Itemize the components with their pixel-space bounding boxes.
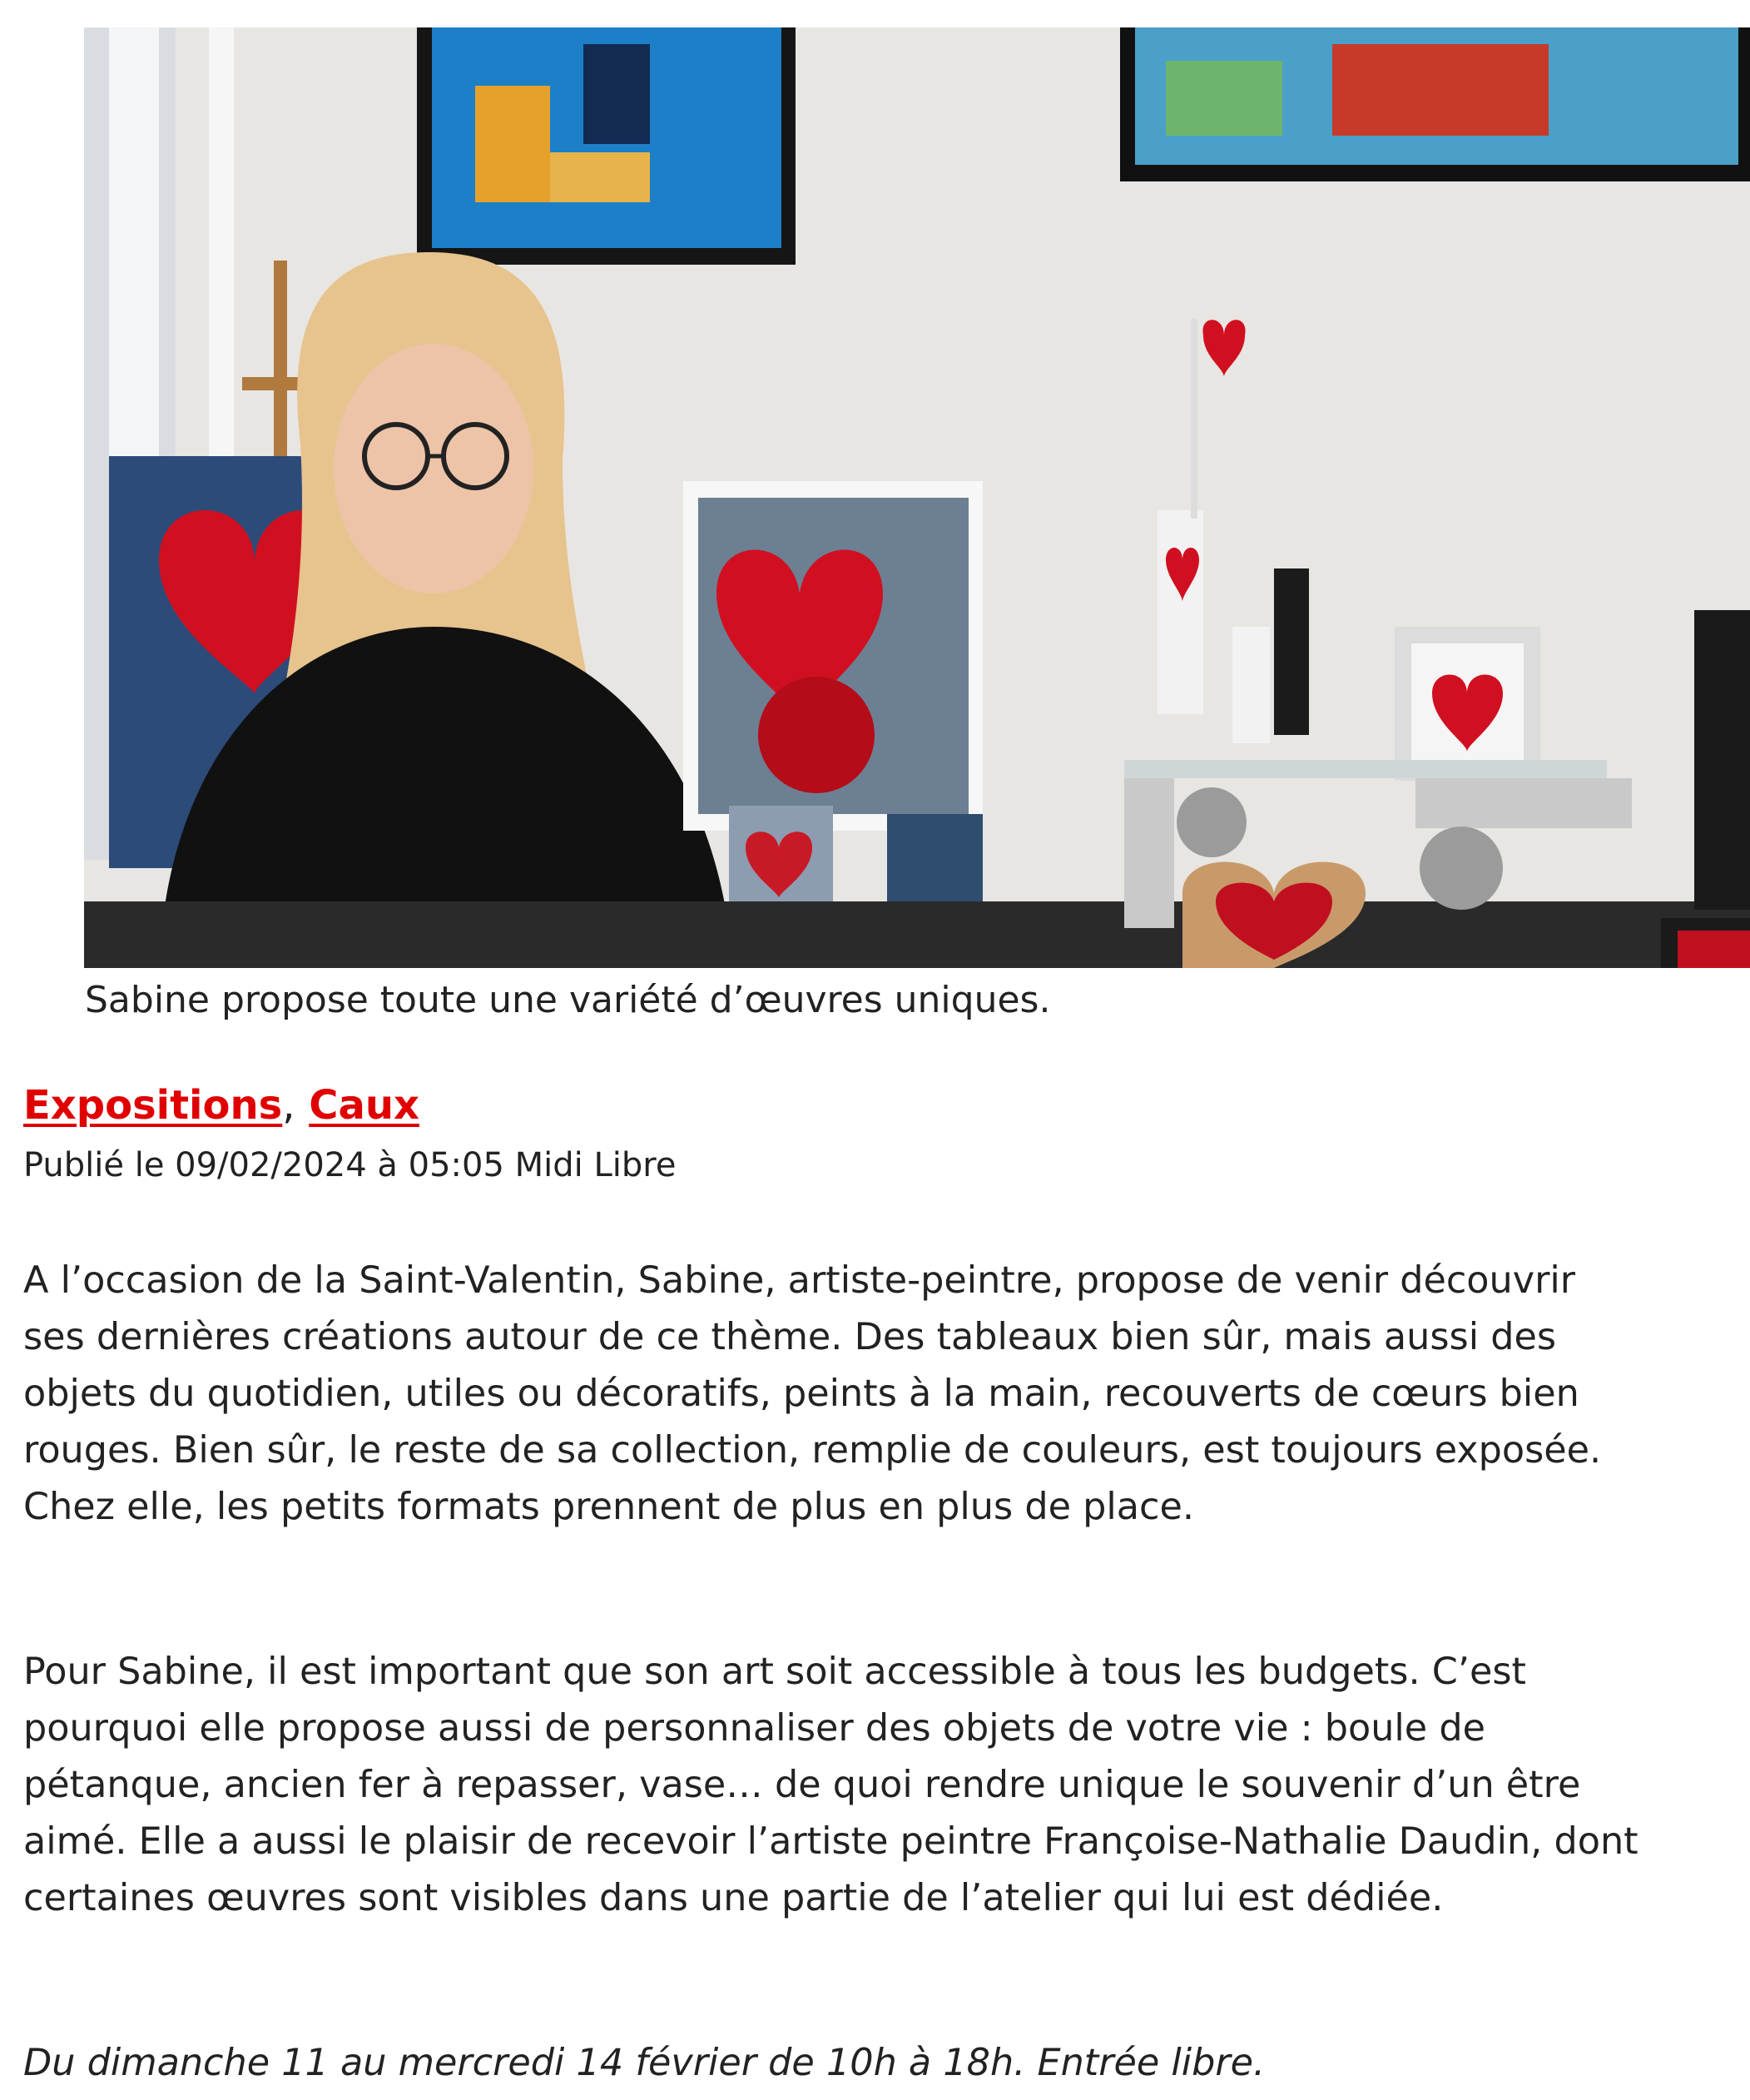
photo-caption: Sabine propose toute une variété d’œuvres uniques. — [85, 979, 1051, 1021]
publication-meta: Publié le 09/02/2024 à 05:05 Midi Libre — [23, 1146, 677, 1184]
event-info: Du dimanche 11 au mercredi 14 février de 10h à 18h. Entrée libre. — [23, 2042, 1266, 2084]
article-paragraph: A l’occasion de la Saint-Valentin, Sabine, artiste-peintre, propose de venir découvrir ses dernières créations autour de ce thème. Des tableaux bien sûr, mais aussi des objets du quotidien, utiles ou décoratifs, peints à la main, recouverts de cœurs bien rouges. Bien sûr, le reste de sa collection, remplie de couleurs, est toujours exposée. Chez elle, les petits formats prennent de plus en plus de place. — [23, 1259, 1602, 1528]
article-photo — [84, 27, 1750, 968]
category-links — [23, 1079, 419, 1132]
article-paragraph: Pour Sabine, il est important que son art soit accessible à tous les budgets. C’est pourquoi elle propose aussi de personnaliser des objets de votre vie : boule de pétanque, ancien fer à repasser, vase… de quoi rendre unique le souvenir d’un être aimé. Elle a aussi le plaisir de recevoir l’artiste peintre Françoise-Nathalie Daudin, dont certaines œuvres sont visibles dans une partie de l’atelier qui lui est dédiée. — [23, 1651, 1638, 1919]
category-link-expositions[interactable]: Expositions — [23, 1082, 283, 1129]
category-separator: , — [282, 1082, 295, 1129]
category-link-caux[interactable]: Caux — [309, 1082, 419, 1129]
